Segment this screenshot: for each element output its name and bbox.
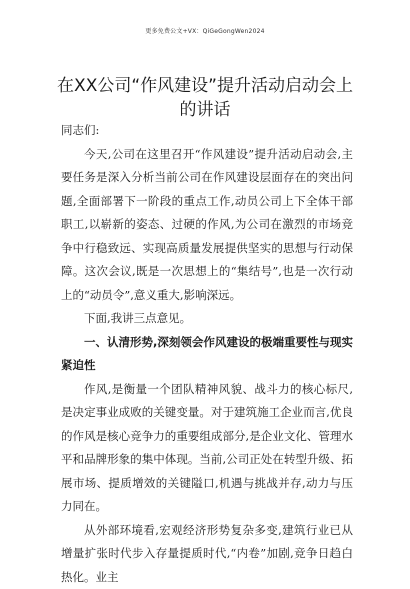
- salutation: 同志们:: [61, 119, 353, 143]
- section-heading: 一、认清形势,深刻领会作风建设的极端重要性与现实紧迫性: [61, 331, 353, 378]
- paragraph: 下面,我讲三点意见。: [61, 307, 353, 331]
- document-body: [61, 119, 353, 589]
- header-note: 更多免费公文+VX：QiGeGongWen2024: [0, 26, 410, 35]
- paragraph: 从外部环境看,宏观经济形势复杂多变,建筑行业已从增量扩张时代步入存量提质时代,“内卷”加剧,竞争日趋白热化。业主: [61, 519, 353, 589]
- paragraph: 今天,公司在这里召开“作风建设”提升活动启动会,主要任务是深入分析当前公司在作风建设层面存在的突出问题,全面部署下一阶段的重点工作,动员公司上下全体干部职工,以崭新的姿态、过硬的作风,为公司在激烈的市场竞争中行稳致远、实现高质量发展提供坚实的思想与行动保障。这次会议,既是一次思想上的“集结号”,也是一次行动上的“动员令”,意义重大,影响深远。: [61, 143, 353, 308]
- document-title: 在XX公司“作风建设”提升活动启动会上的讲话: [50, 74, 360, 122]
- paragraph: 作风,是衡量一个团队精神风貌、战斗力的核心标尺,是决定事业成败的关键变量。对于建筑施工企业而言,优良的作风是核心竞争力的重要组成部分,是企业文化、管理水平和品牌形象的集中体现。当前,公司正处在转型升级、拓展市场、提质增效的关键隘口,机遇与挑战并存,动力与压力同在。: [61, 378, 353, 519]
